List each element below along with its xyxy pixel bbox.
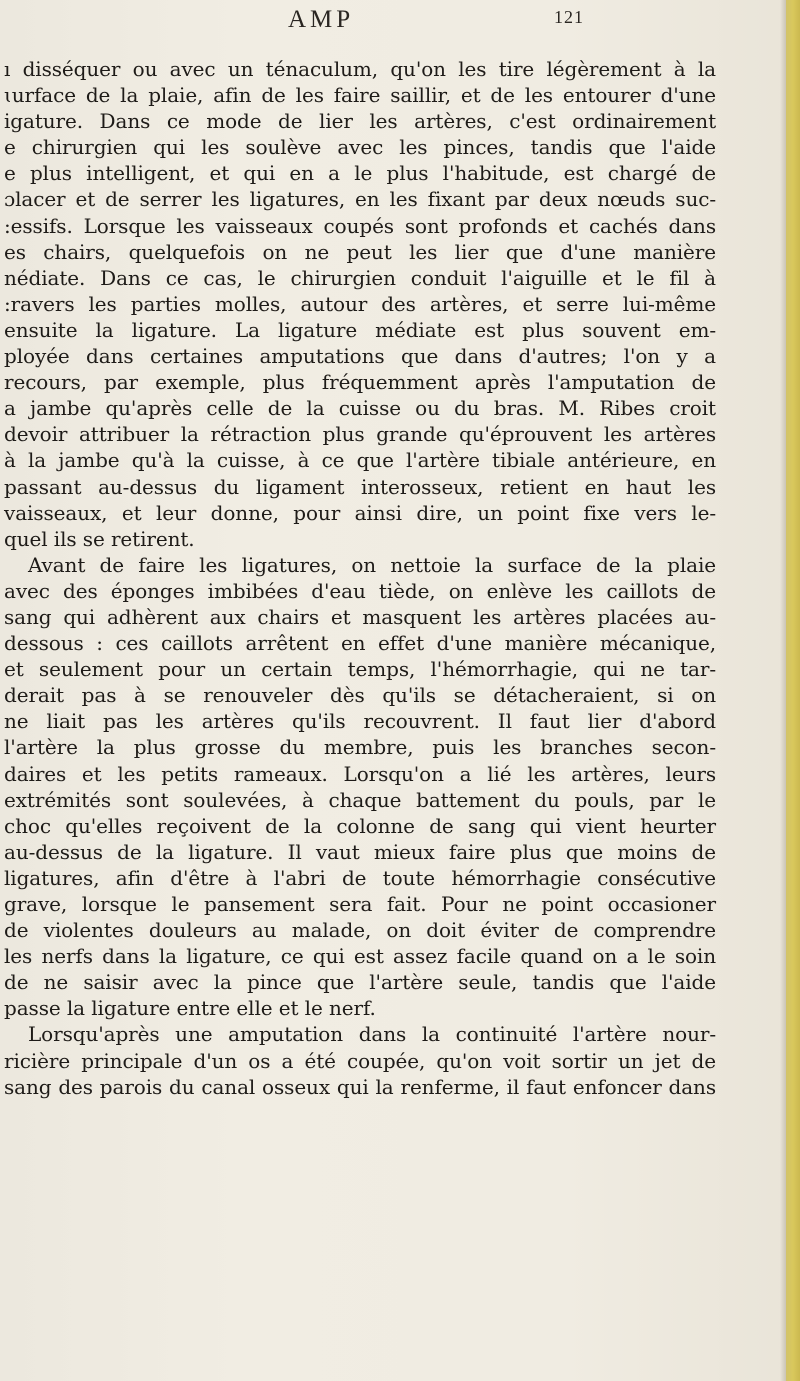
text-line: ensuite la ligature. La ligature médiate est plus souvent em- [4, 317, 716, 342]
text-line: ɩurface de la plaie, afin de les faire saillir, et de les entourer d'une [4, 83, 716, 108]
text-line: recours, par exemple, plus fréquemment après l'amputation de [4, 370, 716, 395]
text-line: e plus intelligent, et qui en a le plus l'habitude, est chargé de [4, 161, 716, 186]
text-line: extrémités sont soulevées, à chaque battement du pouls, par le [4, 787, 716, 812]
text-line: à la jambe qu'à la cuisse, à ce que l'artère tibiale antérieure, en [4, 448, 716, 473]
text-line: avec des éponges imbibées d'eau tiède, on enlève les caillots de [4, 578, 716, 603]
text-line: ligatures, afin d'être à l'abri de toute hémorrhagie consécutive [4, 865, 716, 890]
page-edge-strip [786, 0, 800, 1381]
text-line: ɔlacer et de serrer les ligatures, en les fixant par deux nœuds suc- [4, 187, 716, 212]
text-line: :ravers les parties molles, autour des artères, et serre lui-même [4, 291, 716, 316]
text-line: ı disséquer ou avec un ténaculum, qu'on les tire légèrement à la [4, 57, 716, 81]
text-line: ployée dans certaines amputations que dans d'autres; l'on y a [4, 344, 716, 369]
text-line: au-dessus de la ligature. Il vaut mieux faire plus que moins de [4, 839, 716, 864]
running-head [0, 6, 780, 42]
text-line: vaisseaux, et leur donne, pour ainsi dire, un point fixe vers le- [4, 500, 716, 525]
text-line: :essifs. Lorsque les vaisseaux coupés sont profonds et cachés dans [4, 213, 716, 238]
text-line: ricière principale d'un os a été coupée, qu'on voit sortir un jet de [4, 1048, 716, 1073]
text-line: daires et les petits rameaux. Lorsqu'on a lié les artères, leurs [4, 761, 716, 786]
body-text [0, 56, 740, 1356]
text-line: les nerfs dans la ligature, ce qui est assez facile quand on a le soin [4, 944, 716, 969]
text-line: et seulement pour un certain temps, l'hémorrhagie, qui ne tar- [4, 657, 716, 682]
page-number: 121 [554, 7, 584, 27]
text-line: choc qu'elles reçoivent de la colonne de sang qui vient heurter [4, 813, 716, 838]
text-line: a jambe qu'après celle de la cuisse ou du bras. M. Ribes croit [4, 396, 716, 421]
text-line: ne liait pas les artères qu'ils recouvrent. Il faut lier d'abord [4, 709, 716, 734]
text-line: passant au-dessus du ligament interosseux, retient en haut les [4, 474, 716, 499]
text-line: de ne saisir avec la pince que l'artère seule, tandis que l'aide [4, 970, 716, 995]
paragraph-end-line: quel ils se retirent. [4, 526, 195, 551]
text-line: igature. Dans ce mode de lier les artères, c'est ordinairement [4, 109, 716, 134]
text-line: devoir attribuer la rétraction plus grande qu'éprouvent les artères [4, 422, 716, 447]
paragraph-start-line: Lorsqu'après une amputation dans la continuité l'artère nour- [28, 1022, 716, 1047]
running-head-title: AMP [288, 6, 355, 33]
text-line: l'artère la plus grosse du membre, puis les branches secon- [4, 735, 716, 760]
text-line: de violentes douleurs au malade, on doit éviter de comprendre [4, 918, 716, 943]
paragraph-end-line: passe la ligature entre elle et le nerf. [4, 996, 376, 1021]
text-line: dessous : ces caillots arrêtent en effet d'une manière mécanique, [4, 631, 716, 656]
text-line: es chairs, quelquefois on ne peut les lier que d'une manière [4, 239, 716, 264]
text-line: nédiate. Dans ce cas, le chirurgien conduit l'aiguille et le fil à [4, 265, 716, 290]
paragraph-start-line: Avant de faire les ligatures, on nettoie la surface de la plaie [28, 552, 716, 577]
text-line: sang qui adhèrent aux chairs et masquent les artères placées au- [4, 604, 716, 629]
text-line: grave, lorsque le pansement sera fait. Pour ne point occasioner [4, 892, 716, 916]
text-line: e chirurgien qui les soulève avec les pinces, tandis que l'aide [4, 135, 716, 160]
text-line: derait pas à se renouveler dès qu'ils se détacheraient, si on [4, 683, 716, 708]
text-line: sang des parois du canal osseux qui la renferme, il faut enfoncer dans [4, 1074, 716, 1099]
